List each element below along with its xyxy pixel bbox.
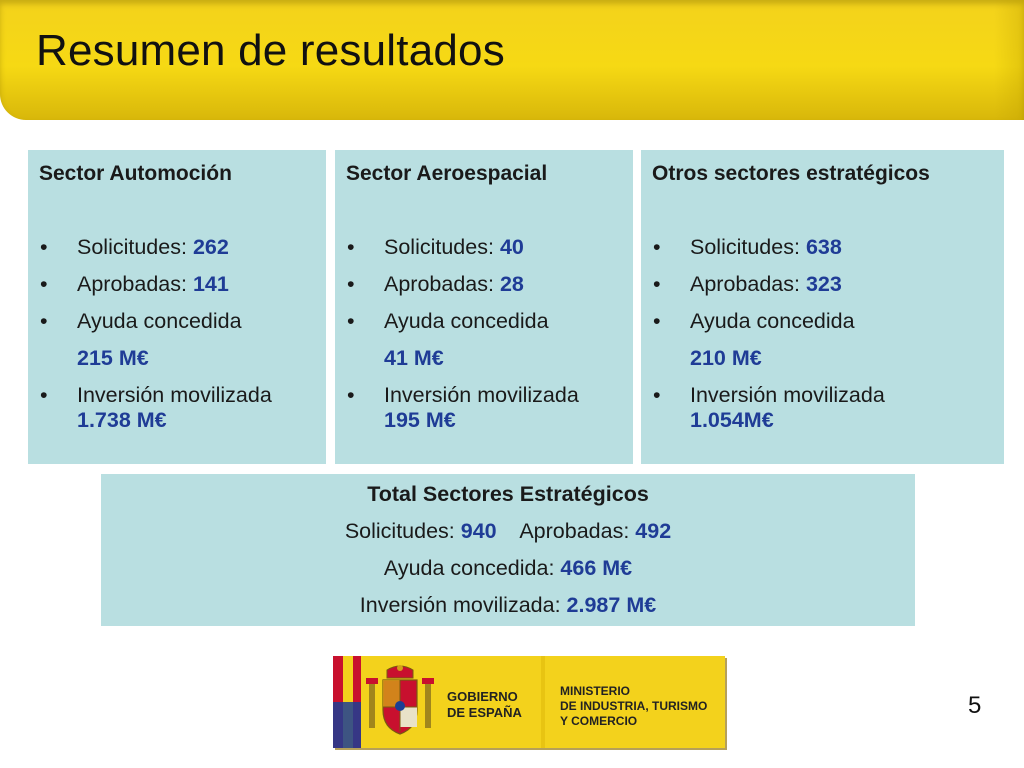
total-title: Total Sectores Estratégicos bbox=[367, 482, 649, 506]
list-item bbox=[346, 235, 621, 260]
total-inversion-value: 2.987 M€ bbox=[566, 593, 657, 617]
inversion-value: 1.738 M€ bbox=[77, 408, 167, 432]
list-item bbox=[39, 383, 314, 433]
list-item bbox=[346, 309, 621, 371]
bullet-icon: • bbox=[40, 272, 48, 296]
total-inversion-label: Inversión movilizada: bbox=[359, 593, 561, 617]
aprobadas-value: 323 bbox=[805, 272, 842, 296]
page-number: 5 bbox=[968, 692, 982, 719]
bullet-icon: • bbox=[347, 383, 355, 407]
total-solicitudes-label: Solicitudes: bbox=[344, 519, 455, 543]
total-aprobadas-label: Aprobadas: bbox=[519, 519, 630, 543]
bullet-icon: • bbox=[40, 309, 48, 333]
list-item bbox=[346, 272, 621, 297]
bullet-icon: • bbox=[40, 383, 48, 407]
logo-line: DE ESPAÑA bbox=[447, 705, 522, 720]
list-item bbox=[652, 235, 992, 260]
aprobadas-label: Aprobadas: bbox=[690, 272, 800, 296]
logo-line: GOBIERNO bbox=[447, 689, 518, 704]
coat-of-arms-icon bbox=[365, 664, 435, 740]
slide-title: Resumen de resultados bbox=[36, 26, 505, 75]
gobierno-text bbox=[447, 689, 522, 721]
inversion-value: 1.054M€ bbox=[690, 408, 774, 432]
bullet-icon: • bbox=[40, 235, 48, 259]
gobierno-logo bbox=[333, 656, 725, 748]
total-counts-line bbox=[101, 513, 915, 550]
aprobadas-value: 28 bbox=[499, 272, 524, 296]
list-item bbox=[39, 235, 314, 260]
ayuda-value: 215 M€ bbox=[77, 346, 149, 370]
card-bullet-list bbox=[39, 235, 314, 433]
inversion-label: Inversión movilizada bbox=[690, 383, 885, 407]
logo-line: Y COMERCIO bbox=[560, 714, 638, 728]
list-item bbox=[346, 383, 621, 433]
logo-divider bbox=[541, 656, 545, 748]
inversion-label: Inversión movilizada bbox=[384, 383, 579, 407]
total-ayuda-label: Ayuda concedida: bbox=[383, 556, 555, 580]
solicitudes-value: 40 bbox=[499, 235, 524, 259]
aprobadas-label: Aprobadas: bbox=[384, 272, 494, 296]
logo-line: MINISTERIO bbox=[560, 684, 631, 698]
card-bullet-list bbox=[346, 235, 621, 433]
inversion-value: 195 M€ bbox=[384, 408, 456, 432]
aprobadas-value: 141 bbox=[192, 272, 229, 296]
ayuda-value: 41 M€ bbox=[384, 346, 444, 370]
total-solicitudes-value: 940 bbox=[460, 519, 497, 543]
total-ayuda-line bbox=[101, 550, 915, 587]
card-title: Sector Automoción bbox=[39, 162, 232, 185]
total-summary-box bbox=[101, 474, 915, 626]
solicitudes-value: 262 bbox=[192, 235, 229, 259]
inversion-label: Inversión movilizada bbox=[77, 383, 272, 407]
title-bar bbox=[0, 0, 1024, 120]
list-item bbox=[652, 309, 992, 371]
list-item bbox=[652, 272, 992, 297]
aprobadas-label: Aprobadas: bbox=[77, 272, 187, 296]
flag-stripe bbox=[333, 702, 361, 748]
solicitudes-label: Solicitudes: bbox=[77, 235, 187, 259]
bullet-icon: • bbox=[653, 235, 661, 259]
ayuda-label: Ayuda concedida bbox=[384, 309, 549, 333]
bullet-icon: • bbox=[347, 272, 355, 296]
total-inversion-line bbox=[101, 587, 915, 624]
card-title: Otros sectores estratégicos bbox=[652, 162, 930, 185]
card-otros-sectores bbox=[641, 150, 1004, 464]
solicitudes-label: Solicitudes: bbox=[384, 235, 494, 259]
card-automocion bbox=[28, 150, 326, 464]
card-aeroespacial bbox=[335, 150, 633, 464]
total-ayuda-value: 466 M€ bbox=[560, 556, 633, 580]
card-bullet-list bbox=[652, 235, 992, 433]
logo-line: DE INDUSTRIA, TURISMO bbox=[560, 699, 708, 713]
solicitudes-label: Solicitudes: bbox=[690, 235, 800, 259]
ayuda-label: Ayuda concedida bbox=[690, 309, 855, 333]
list-item bbox=[39, 272, 314, 297]
bullet-icon: • bbox=[347, 235, 355, 259]
bullet-icon: • bbox=[653, 309, 661, 333]
bullet-icon: • bbox=[347, 309, 355, 333]
bullet-icon: • bbox=[653, 272, 661, 296]
total-aprobadas-value: 492 bbox=[635, 519, 672, 543]
ministerio-text bbox=[560, 684, 707, 729]
list-item bbox=[39, 309, 314, 371]
card-title: Sector Aeroespacial bbox=[346, 162, 548, 185]
ayuda-value: 210 M€ bbox=[690, 346, 762, 370]
ayuda-label: Ayuda concedida bbox=[77, 309, 242, 333]
bullet-icon: • bbox=[653, 383, 661, 407]
solicitudes-value: 638 bbox=[805, 235, 842, 259]
list-item bbox=[652, 383, 992, 433]
